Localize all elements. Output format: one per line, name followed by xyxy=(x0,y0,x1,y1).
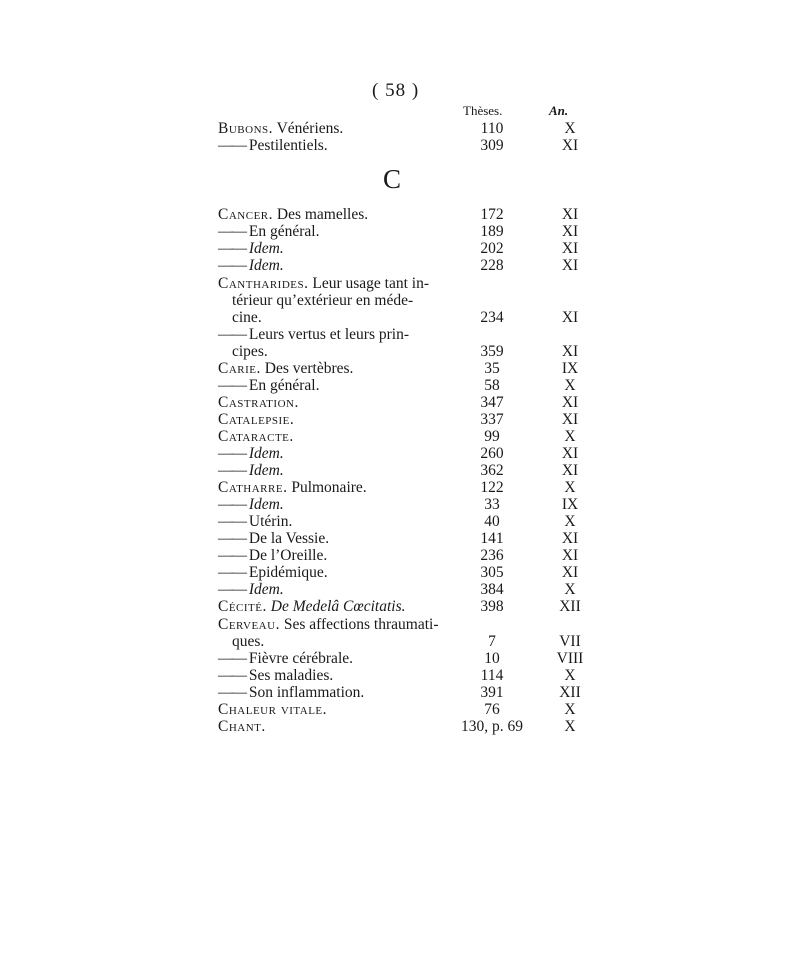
entry-theses-number: 99 xyxy=(484,428,500,445)
entry-dash: —— xyxy=(218,684,245,701)
annee-column-header: An. xyxy=(549,103,569,118)
entry-italic: De Medelâ Cœcitatis. xyxy=(266,598,406,615)
entry-text: En général. xyxy=(245,377,320,394)
entry-annee: XI xyxy=(561,445,579,462)
entry-annee: IX xyxy=(561,360,579,377)
entry-term xyxy=(218,120,343,138)
entry-term xyxy=(218,411,294,429)
entry-italic: Idem. xyxy=(245,445,284,462)
entry-italic: Idem. xyxy=(245,240,284,257)
entry-annee: X xyxy=(564,513,576,530)
entry-annee: XI xyxy=(561,547,579,564)
entry-text: Ses maladies. xyxy=(245,667,334,684)
entry-dash: —— xyxy=(218,513,245,530)
entry-headword: Catharre. xyxy=(218,479,288,496)
entry-annee: IX xyxy=(561,496,579,513)
entry-term xyxy=(218,547,327,565)
entry-theses-number: 10 xyxy=(484,650,500,667)
entry-theses-number: 7 xyxy=(488,633,496,650)
entry-italic: Idem. xyxy=(245,257,284,274)
entry-headword: Bubons. xyxy=(218,120,273,137)
entry-dash: —— xyxy=(218,462,245,479)
entry-annee: XI xyxy=(561,223,579,240)
entry-annee: XI xyxy=(561,564,579,581)
entry-annee: X xyxy=(564,479,576,496)
entry-term xyxy=(218,684,364,702)
entry-term xyxy=(218,223,319,241)
entry-text: Vénériens. xyxy=(273,120,344,137)
entry-term xyxy=(218,564,328,582)
entry-annee: XI xyxy=(561,257,579,274)
entry-text: cipes. xyxy=(232,343,268,360)
entry-theses-number: 35 xyxy=(484,360,500,377)
entry-term xyxy=(232,343,268,361)
entry-headword: Carie. xyxy=(218,360,261,377)
entry-term xyxy=(218,462,284,480)
entry-text: Des mamelles. xyxy=(273,206,369,223)
entry-text: Des vertèbres. xyxy=(260,360,354,377)
entry-annee: XI xyxy=(561,394,579,411)
entry-italic: Idem. xyxy=(245,496,284,513)
entry-text: ques. xyxy=(232,633,265,650)
entry-theses-number: 391 xyxy=(480,684,504,701)
entry-annee: XII xyxy=(559,598,581,615)
entry-text: Leur usage tant in- xyxy=(308,275,430,292)
entry-theses-number: 172 xyxy=(480,206,504,223)
entry-term xyxy=(218,445,284,463)
entry-dash: —— xyxy=(218,326,245,343)
entry-headword: Cécité. xyxy=(218,598,267,615)
entry-annee: X xyxy=(564,667,576,684)
entry-annee: XI xyxy=(561,240,579,257)
entry-theses-number: 33 xyxy=(484,496,500,513)
entry-term xyxy=(218,377,319,395)
entry-annee: XI xyxy=(561,462,579,479)
entry-dash: —— xyxy=(218,445,245,462)
entry-annee: X xyxy=(564,377,576,394)
entry-term xyxy=(218,479,367,497)
entry-headword: Chant. xyxy=(218,718,266,735)
entry-theses-number: 236 xyxy=(480,547,504,564)
entry-headword: Cantharides. xyxy=(218,275,309,292)
entry-italic: Idem. xyxy=(245,581,284,598)
entry-annee: X xyxy=(564,120,576,137)
entry-term xyxy=(218,530,329,548)
entry-text: Son inflammation. xyxy=(245,684,365,701)
entry-dash: —— xyxy=(218,240,245,257)
entry-theses-number: 110 xyxy=(480,120,504,137)
entry-theses-number: 384 xyxy=(480,581,504,598)
entry-annee: VIII xyxy=(556,650,584,667)
entry-text: cine. xyxy=(232,309,262,326)
entry-annee: XI xyxy=(561,137,579,154)
entry-term xyxy=(218,257,284,275)
entry-annee: XII xyxy=(559,684,581,701)
entry-term xyxy=(232,633,264,651)
entry-italic: Idem. xyxy=(245,462,284,479)
entry-theses-number: 141 xyxy=(480,530,504,547)
entry-headword: Castration. xyxy=(218,394,299,411)
entry-headword: Cataracte. xyxy=(218,428,294,445)
entry-text: Ses affections thraumati- xyxy=(279,616,439,633)
section-letter: C xyxy=(383,164,402,194)
entry-annee: XI xyxy=(561,530,579,547)
entry-text: Fièvre cérébrale. xyxy=(245,650,354,667)
entry-dash: —— xyxy=(218,223,245,240)
entry-term xyxy=(232,309,262,327)
entry-term xyxy=(232,292,413,310)
entry-dash: —— xyxy=(218,667,245,684)
entry-dash: —— xyxy=(218,547,245,564)
entry-theses-number: 234 xyxy=(480,309,504,326)
entry-text: Pulmonaire. xyxy=(287,479,367,496)
entry-theses-number: 347 xyxy=(480,394,504,411)
entry-dash: —— xyxy=(218,137,245,154)
page-number: ( 58 ) xyxy=(372,80,420,101)
entry-theses-number: 202 xyxy=(480,240,504,257)
entry-dash: —— xyxy=(218,257,245,274)
entry-theses-number: 58 xyxy=(484,377,500,394)
entry-text: De la Vessie. xyxy=(245,530,330,547)
entry-annee: X xyxy=(564,581,576,598)
entry-theses-number: 122 xyxy=(480,479,504,496)
entry-annee: X xyxy=(564,718,576,735)
entry-term xyxy=(218,650,353,668)
entry-theses-number: 114 xyxy=(480,667,504,684)
entry-term xyxy=(218,206,368,224)
entry-theses-number: 359 xyxy=(480,343,504,360)
entry-annee: XI xyxy=(561,309,579,326)
entry-term xyxy=(218,513,292,531)
entry-annee: VII xyxy=(559,633,581,650)
entry-term xyxy=(218,496,284,514)
entry-theses-number: 40 xyxy=(484,513,500,530)
entry-term xyxy=(218,718,266,736)
entry-headword: Catalepsie. xyxy=(218,411,295,428)
entry-text: De l’Oreille. xyxy=(245,547,328,564)
entry-text: En général. xyxy=(245,223,320,240)
entry-dash: —— xyxy=(218,496,245,513)
entry-term xyxy=(218,428,294,446)
entry-headword: Chaleur vitale. xyxy=(218,701,328,718)
entry-dash: —— xyxy=(218,581,245,598)
entry-dash: —— xyxy=(218,530,245,547)
theses-column-header: Thèses. xyxy=(463,103,503,118)
entry-theses-number: 305 xyxy=(480,564,504,581)
entry-theses-number: 337 xyxy=(480,411,504,428)
entry-annee: XI xyxy=(561,206,579,223)
entry-term xyxy=(218,616,439,634)
entry-headword: Cancer. xyxy=(218,206,273,223)
entry-theses-number: 228 xyxy=(480,257,504,274)
entry-text: Pestilentiels. xyxy=(245,137,328,154)
entry-term xyxy=(218,394,299,412)
entry-headword: Cerveau. xyxy=(218,616,280,633)
entry-annee: X xyxy=(564,428,576,445)
entry-theses-number: 362 xyxy=(480,462,504,479)
entry-term xyxy=(218,667,333,685)
entry-text: Utérin. xyxy=(245,513,293,530)
entry-dash: —— xyxy=(218,650,245,667)
entry-annee: XI xyxy=(561,343,579,360)
entry-term xyxy=(218,360,353,378)
entry-annee: XI xyxy=(561,411,579,428)
entry-term xyxy=(218,240,284,258)
entry-text: Epidémique. xyxy=(245,564,328,581)
entry-term xyxy=(218,275,429,293)
entry-theses-number: 130, p. 69 xyxy=(461,718,523,735)
entry-theses-number: 260 xyxy=(480,445,504,462)
entry-annee: X xyxy=(564,701,576,718)
entry-dash: —— xyxy=(218,377,245,394)
entry-term xyxy=(218,581,284,599)
entry-theses-number: 189 xyxy=(480,223,504,240)
entry-dash: —— xyxy=(218,564,245,581)
entry-term xyxy=(218,137,328,155)
entry-text: Leurs vertus et leurs prin- xyxy=(245,326,409,343)
entry-text: térieur qu’extérieur en méde- xyxy=(232,292,414,309)
entry-theses-number: 398 xyxy=(480,598,504,615)
entry-term xyxy=(218,598,406,616)
entry-theses-number: 76 xyxy=(484,701,500,718)
entry-theses-number: 309 xyxy=(480,137,504,154)
entry-term xyxy=(218,701,327,719)
entry-term xyxy=(218,326,409,344)
